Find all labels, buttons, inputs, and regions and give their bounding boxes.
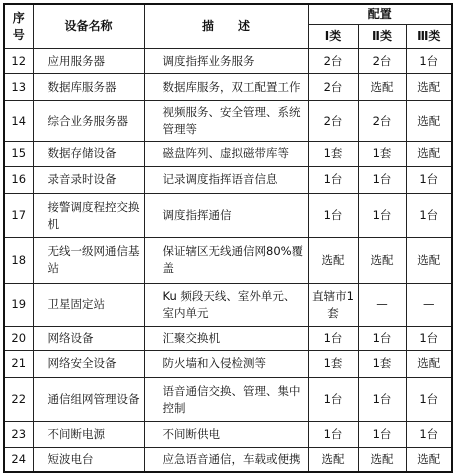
row-desc: 记录调度指挥语音信息 [144,166,308,194]
table-row [4,166,452,194]
table-row [4,351,452,378]
row-name: 数据存储设备 [33,142,144,166]
table-row [4,194,452,238]
row-class-1: 1台 [308,422,358,447]
row-desc: 调度指挥通信 [144,194,308,238]
header-row-top [4,4,452,24]
row-class-3: 1台 [406,49,452,73]
row-class-1: 1台 [308,377,358,422]
row-seq: 22 [4,377,33,422]
row-class-1: 1台 [308,166,358,194]
row-class-2: 1套 [358,142,406,166]
header-class-1: Ⅰ类 [308,24,358,48]
row-class-3: 选配 [406,351,452,378]
table-row [4,73,452,101]
header-class-3: Ⅲ类 [406,24,452,48]
row-class-1: 2台 [308,49,358,73]
row-class-1: 2台 [308,101,358,142]
header-name: 设备名称 [33,4,144,49]
row-seq: 23 [4,422,33,447]
row-name: 网络安全设备 [33,351,144,378]
table-row [4,101,452,142]
row-desc: 不间断供电 [144,422,308,447]
row-seq: 12 [4,49,33,73]
table-row [4,447,452,472]
table-row [4,237,452,283]
row-name: 不间断电源 [33,422,144,447]
row-seq: 18 [4,237,33,283]
row-name: 通信组网管理设备 [33,377,144,422]
header-desc: 描 述 [144,4,308,49]
row-desc: 汇聚交换机 [144,326,308,350]
row-desc: 调度指挥业务服务 [144,49,308,73]
row-class-1: 1台 [308,194,358,238]
header-class-2: Ⅱ类 [358,24,406,48]
row-class-1: 1套 [308,142,358,166]
row-class-2: 1台 [358,166,406,194]
header-config: 配置 [308,4,452,24]
row-class-2: 1台 [358,377,406,422]
row-class-2: — [358,283,406,326]
row-class-1: 1套 [308,351,358,378]
row-class-2: 选配 [358,447,406,472]
row-seq: 19 [4,283,33,326]
row-seq: 15 [4,142,33,166]
row-class-1: 选配 [308,447,358,472]
row-class-2: 2台 [358,49,406,73]
row-class-1: 选配 [308,237,358,283]
row-seq: 16 [4,166,33,194]
row-class-3: 选配 [406,237,452,283]
row-desc: 应急语音通信，车载或便携 [144,447,308,472]
row-class-3: — [406,283,452,326]
row-class-2: 2台 [358,101,406,142]
table-row [4,326,452,350]
equipment-config-table [3,3,453,473]
row-class-1: 2台 [308,73,358,101]
row-name: 数据库服务器 [33,73,144,101]
row-name: 应用服务器 [33,49,144,73]
row-name: 卫星固定站 [33,283,144,326]
row-name: 录音录时设备 [33,166,144,194]
table-row [4,377,452,422]
row-class-3: 1台 [406,326,452,350]
row-class-3: 选配 [406,142,452,166]
row-class-3: 1台 [406,377,452,422]
row-class-1: 1台 [308,326,358,350]
row-class-3: 1台 [406,422,452,447]
row-desc: 数据库服务，双工配置工作 [144,73,308,101]
row-class-3: 选配 [406,73,452,101]
row-class-3: 选配 [406,101,452,142]
table-row [4,49,452,73]
row-seq: 24 [4,447,33,472]
table-row [4,283,452,326]
row-class-3: 选配 [406,447,452,472]
row-class-2: 选配 [358,237,406,283]
row-name: 综合业务服务器 [33,101,144,142]
row-desc: 防火墙和入侵检测等 [144,351,308,378]
row-name: 无线一级网通信基站 [33,237,144,283]
row-desc: 保证辖区无线通信网80%覆盖 [144,237,308,283]
row-seq: 21 [4,351,33,378]
row-name: 短波电台 [33,447,144,472]
row-name: 网络设备 [33,326,144,350]
row-class-3: 1台 [406,166,452,194]
row-class-2: 1台 [358,422,406,447]
row-seq: 17 [4,194,33,238]
row-class-2: 1台 [358,194,406,238]
row-class-2: 1台 [358,326,406,350]
row-desc: 语音通信交换、管理、集中控制 [144,377,308,422]
row-desc: 视频服务、安全管理、系统管理等 [144,101,308,142]
row-desc: Ku 频段天线、室外单元、室内单元 [144,283,308,326]
row-seq: 20 [4,326,33,350]
row-name: 接警调度程控交换机 [33,194,144,238]
header-seq: 序号 [4,4,33,49]
table-row [4,422,452,447]
table-row [4,142,452,166]
row-seq: 14 [4,101,33,142]
row-seq: 13 [4,73,33,101]
row-desc: 磁盘阵列、虚拟磁带库等 [144,142,308,166]
row-class-2: 1套 [358,351,406,378]
row-class-3: 1台 [406,194,452,238]
row-class-2: 选配 [358,73,406,101]
row-class-1: 直辖市1套 [308,283,358,326]
